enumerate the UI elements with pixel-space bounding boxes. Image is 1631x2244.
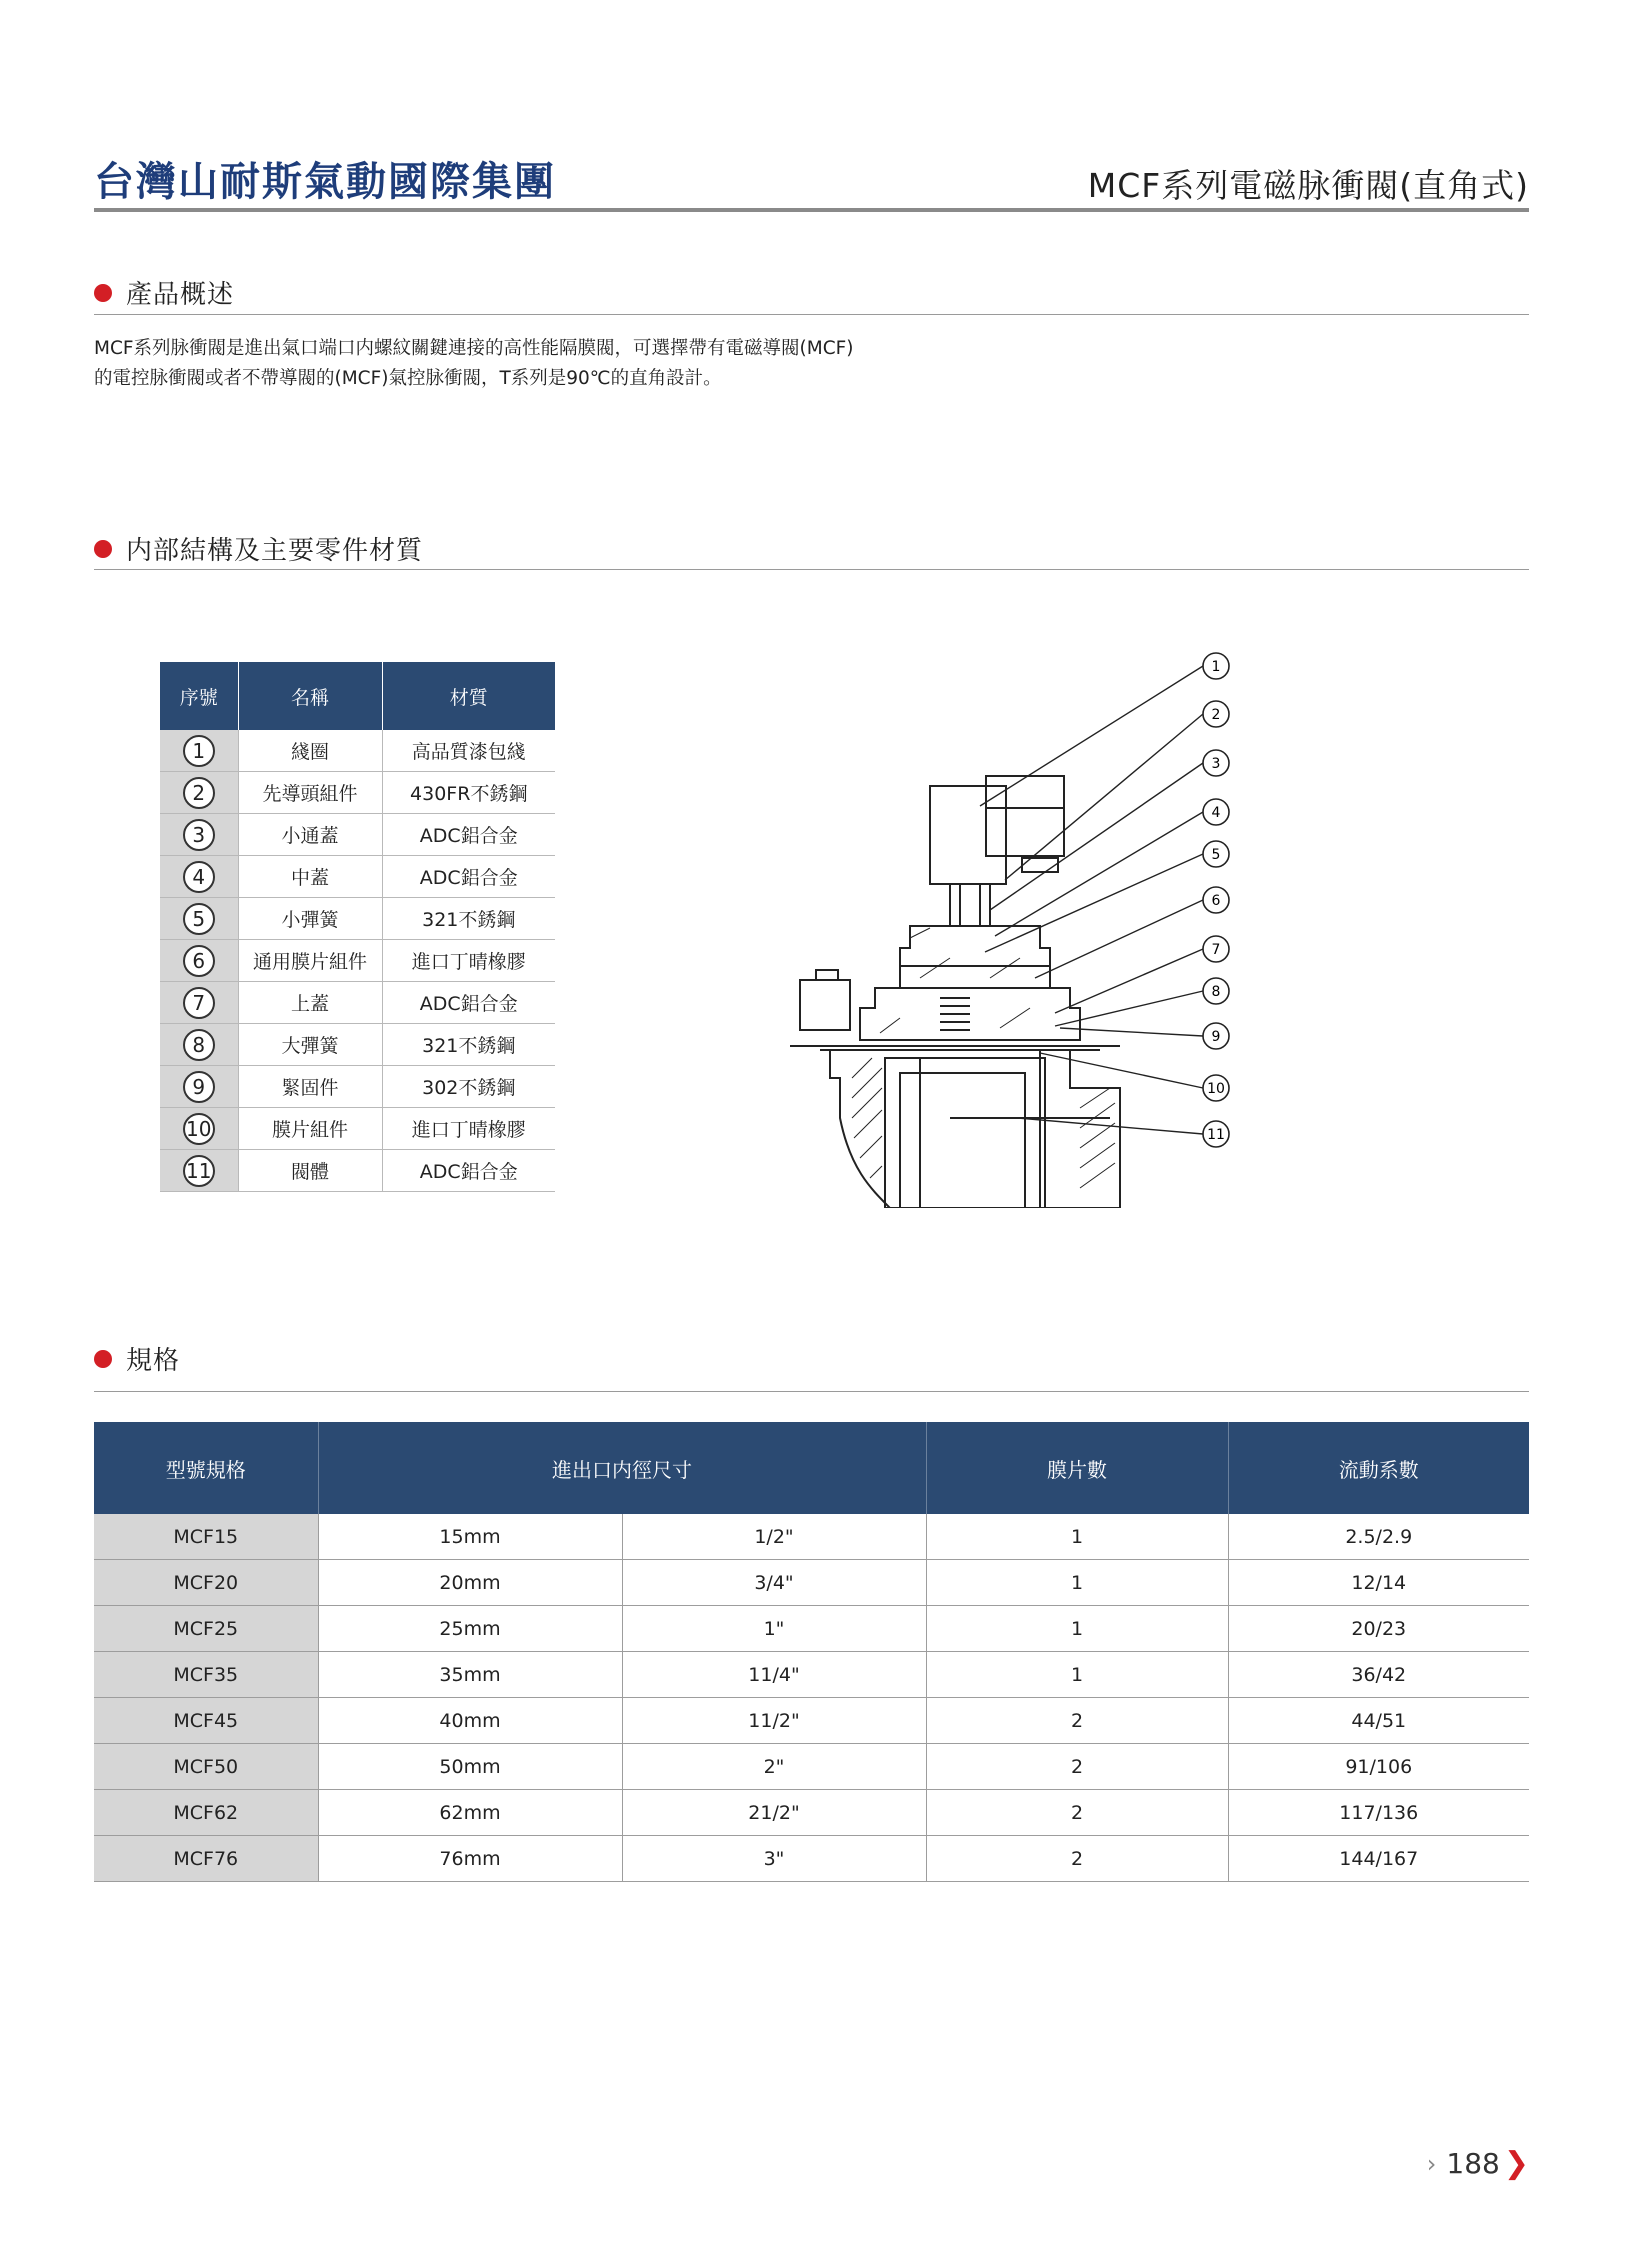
part-name: 膜片組件: [238, 1108, 382, 1150]
spec-size-mm: 50mm: [318, 1744, 622, 1790]
spec-size-mm: 15mm: [318, 1514, 622, 1560]
spec-size-inch: 11/2": [622, 1698, 926, 1744]
coil-shape: [930, 786, 1006, 884]
part-name: 中蓋: [238, 856, 382, 898]
spec-table: [94, 1422, 1529, 1882]
svg-text:2: 2: [1211, 707, 1221, 723]
spec-size-mm: 62mm: [318, 1790, 622, 1836]
part-material: ADC鋁合金: [382, 982, 555, 1024]
spec-col-diaphragms: 膜片數: [926, 1422, 1228, 1514]
header-divider: [94, 208, 1529, 212]
parts-header-row: [160, 662, 555, 730]
spec-diaphragms: 1: [926, 1560, 1228, 1606]
parts-row: [160, 814, 555, 856]
spec-flow: 36/42: [1228, 1652, 1529, 1698]
overview-line-1: MCF系列脉衝閥是進出氣口端口内螺紋關鍵連接的高性能隔膜閥，可選擇帶有電磁導閥(MCF): [94, 338, 854, 359]
svg-text:4: 4: [1211, 805, 1221, 821]
spec-row: [94, 1560, 1529, 1606]
part-material: 430FR不銹鋼: [382, 772, 555, 814]
bullet-icon: [94, 540, 112, 558]
spec-size-mm: 25mm: [318, 1606, 622, 1652]
part-name: 上蓋: [238, 982, 382, 1024]
page-number-text: 188: [1446, 2147, 1500, 2180]
callout-2: [1203, 701, 1229, 727]
part-number: [160, 1066, 238, 1108]
specs-heading-text: 規格: [126, 1346, 181, 1376]
part-number: [160, 856, 238, 898]
spec-diaphragms: 1: [926, 1652, 1228, 1698]
spec-model: MCF35: [94, 1652, 318, 1698]
spec-size-inch: 3": [622, 1836, 926, 1882]
specs-heading: [94, 1340, 180, 1377]
parts-row: [160, 940, 555, 982]
spec-row: [94, 1836, 1529, 1882]
spec-row: [94, 1514, 1529, 1560]
spec-col-flow: 流動系數: [1228, 1422, 1529, 1514]
overview-text: [94, 334, 853, 394]
section-divider: [94, 569, 1529, 570]
part-number-badge: 1: [183, 735, 215, 767]
spec-flow: 12/14: [1228, 1560, 1529, 1606]
overview-heading-text: 產品概述: [126, 280, 235, 310]
overview-line-2: 的電控脉衝閥或者不帶導閥的(MCF)氣控脉衝閥，T系列是90℃的直角設計。: [94, 368, 722, 389]
part-number-badge: 11: [183, 1155, 215, 1187]
parts-row: [160, 898, 555, 940]
callout-6: [1203, 887, 1229, 913]
part-number: [160, 772, 238, 814]
structure-heading-text: 内部結構及主要零件材質: [126, 536, 424, 566]
callout-4: [1203, 799, 1229, 825]
spec-row: [94, 1652, 1529, 1698]
part-material: ADC鋁合金: [382, 856, 555, 898]
parts-row: [160, 1066, 555, 1108]
part-number-badge: 8: [183, 1029, 215, 1061]
spec-flow: 44/51: [1228, 1698, 1529, 1744]
part-number-badge: 6: [183, 945, 215, 977]
part-material: 高品質漆包綫: [382, 730, 555, 772]
spec-flow: 144/167: [1228, 1836, 1529, 1882]
svg-text:9: 9: [1211, 1029, 1221, 1045]
spec-size-mm: 40mm: [318, 1698, 622, 1744]
spec-model: MCF45: [94, 1698, 318, 1744]
spec-size-inch: 2": [622, 1744, 926, 1790]
parts-row: [160, 856, 555, 898]
part-material: 進口丁晴橡膠: [382, 1108, 555, 1150]
callout-1: [1203, 653, 1229, 679]
part-name: 緊固件: [238, 1066, 382, 1108]
spec-flow: 91/106: [1228, 1744, 1529, 1790]
spec-header-row: [94, 1422, 1529, 1514]
section-divider: [94, 314, 1529, 315]
callout-9: [1203, 1023, 1229, 1049]
part-number: [160, 1024, 238, 1066]
part-material: ADC鋁合金: [382, 1150, 555, 1192]
parts-table: [160, 662, 555, 1192]
spec-model: MCF76: [94, 1836, 318, 1882]
parts-row: [160, 1150, 555, 1192]
spec-diaphragms: 2: [926, 1790, 1228, 1836]
callout-5: [1203, 841, 1229, 867]
spec-row: [94, 1790, 1529, 1836]
part-number-badge: 10: [183, 1113, 215, 1145]
part-number: [160, 1150, 238, 1192]
spec-flow: 117/136: [1228, 1790, 1529, 1836]
svg-text:10: 10: [1207, 1081, 1225, 1097]
parts-row: [160, 1108, 555, 1150]
spec-diaphragms: 1: [926, 1514, 1228, 1560]
part-material: 進口丁晴橡膠: [382, 940, 555, 982]
spec-size-inch: 11/4": [622, 1652, 926, 1698]
parts-col-name: 名稱: [238, 662, 382, 730]
part-name: 小通蓋: [238, 814, 382, 856]
spec-size-mm: 76mm: [318, 1836, 622, 1882]
spec-size-inch: 1/2": [622, 1514, 926, 1560]
parts-row: [160, 772, 555, 814]
part-number-badge: 2: [183, 777, 215, 809]
part-material: 321不銹鋼: [382, 898, 555, 940]
spec-size-mm: 20mm: [318, 1560, 622, 1606]
spec-model: MCF50: [94, 1744, 318, 1790]
parts-col-number: 序號: [160, 662, 238, 730]
spec-row: [94, 1698, 1529, 1744]
valve-cross-section-diagram: [790, 648, 1260, 1208]
spec-size-inch: 1": [622, 1606, 926, 1652]
part-material: 321不銹鋼: [382, 1024, 555, 1066]
spec-diaphragms: 2: [926, 1836, 1228, 1882]
page-number: [1427, 2146, 1529, 2181]
svg-text:8: 8: [1211, 984, 1221, 1000]
spec-col-model: 型號規格: [94, 1422, 318, 1514]
part-name: 先導頭組件: [238, 772, 382, 814]
brand-title: 台灣山耐斯氣動國際集團: [94, 158, 556, 205]
parts-row: [160, 730, 555, 772]
callout-10: [1203, 1075, 1229, 1101]
spec-col-size: 進出口内徑尺寸: [318, 1422, 926, 1514]
part-name: 大彈簧: [238, 1024, 382, 1066]
parts-col-material: 材質: [382, 662, 555, 730]
part-number: [160, 1108, 238, 1150]
spec-model: MCF62: [94, 1790, 318, 1836]
part-number: [160, 898, 238, 940]
part-number: [160, 814, 238, 856]
overview-heading: [94, 274, 234, 311]
structure-heading: [94, 530, 423, 567]
part-number: [160, 982, 238, 1024]
spec-diaphragms: 2: [926, 1698, 1228, 1744]
spec-flow: 2.5/2.9: [1228, 1514, 1529, 1560]
spec-size-inch: 21/2": [622, 1790, 926, 1836]
bullet-icon: [94, 284, 112, 302]
chevron-right-icon: ›: [1426, 2149, 1437, 2178]
spec-model: MCF20: [94, 1560, 318, 1606]
part-number-badge: 7: [183, 987, 215, 1019]
svg-text:3: 3: [1211, 756, 1221, 772]
part-material: 302不銹鋼: [382, 1066, 555, 1108]
callout-3: [1203, 750, 1229, 776]
part-number-badge: 5: [183, 903, 215, 935]
spec-size-inch: 3/4": [622, 1560, 926, 1606]
part-name: 小彈簧: [238, 898, 382, 940]
part-number-badge: 9: [183, 1071, 215, 1103]
svg-text:7: 7: [1211, 942, 1221, 958]
part-material: ADC鋁合金: [382, 814, 555, 856]
section-divider: [94, 1391, 1529, 1392]
spec-row: [94, 1744, 1529, 1790]
spec-diaphragms: 1: [926, 1606, 1228, 1652]
part-number: [160, 940, 238, 982]
callout-11: [1203, 1121, 1229, 1147]
spec-model: MCF25: [94, 1606, 318, 1652]
part-name: 通用膜片組件: [238, 940, 382, 982]
part-number: [160, 730, 238, 772]
bullet-icon: [94, 1350, 112, 1368]
svg-text:11: 11: [1207, 1127, 1225, 1143]
part-number-badge: 3: [183, 819, 215, 851]
part-name: 閥體: [238, 1150, 382, 1192]
svg-text:1: 1: [1211, 659, 1221, 675]
document-title: MCF系列電磁脉衝閥(直角式): [1087, 166, 1529, 205]
spec-diaphragms: 2: [926, 1744, 1228, 1790]
parts-row: [160, 982, 555, 1024]
callout-7: [1203, 936, 1229, 962]
spec-size-mm: 35mm: [318, 1652, 622, 1698]
part-number-badge: 4: [183, 861, 215, 893]
svg-text:5: 5: [1211, 847, 1221, 863]
callout-8: [1203, 978, 1229, 1004]
parts-row: [160, 1024, 555, 1066]
spec-row: [94, 1606, 1529, 1652]
spec-flow: 20/23: [1228, 1606, 1529, 1652]
part-name: 綫圈: [238, 730, 382, 772]
spec-model: MCF15: [94, 1514, 318, 1560]
svg-text:6: 6: [1211, 893, 1221, 909]
chevron-right-icon: ❯: [1503, 2146, 1529, 2181]
